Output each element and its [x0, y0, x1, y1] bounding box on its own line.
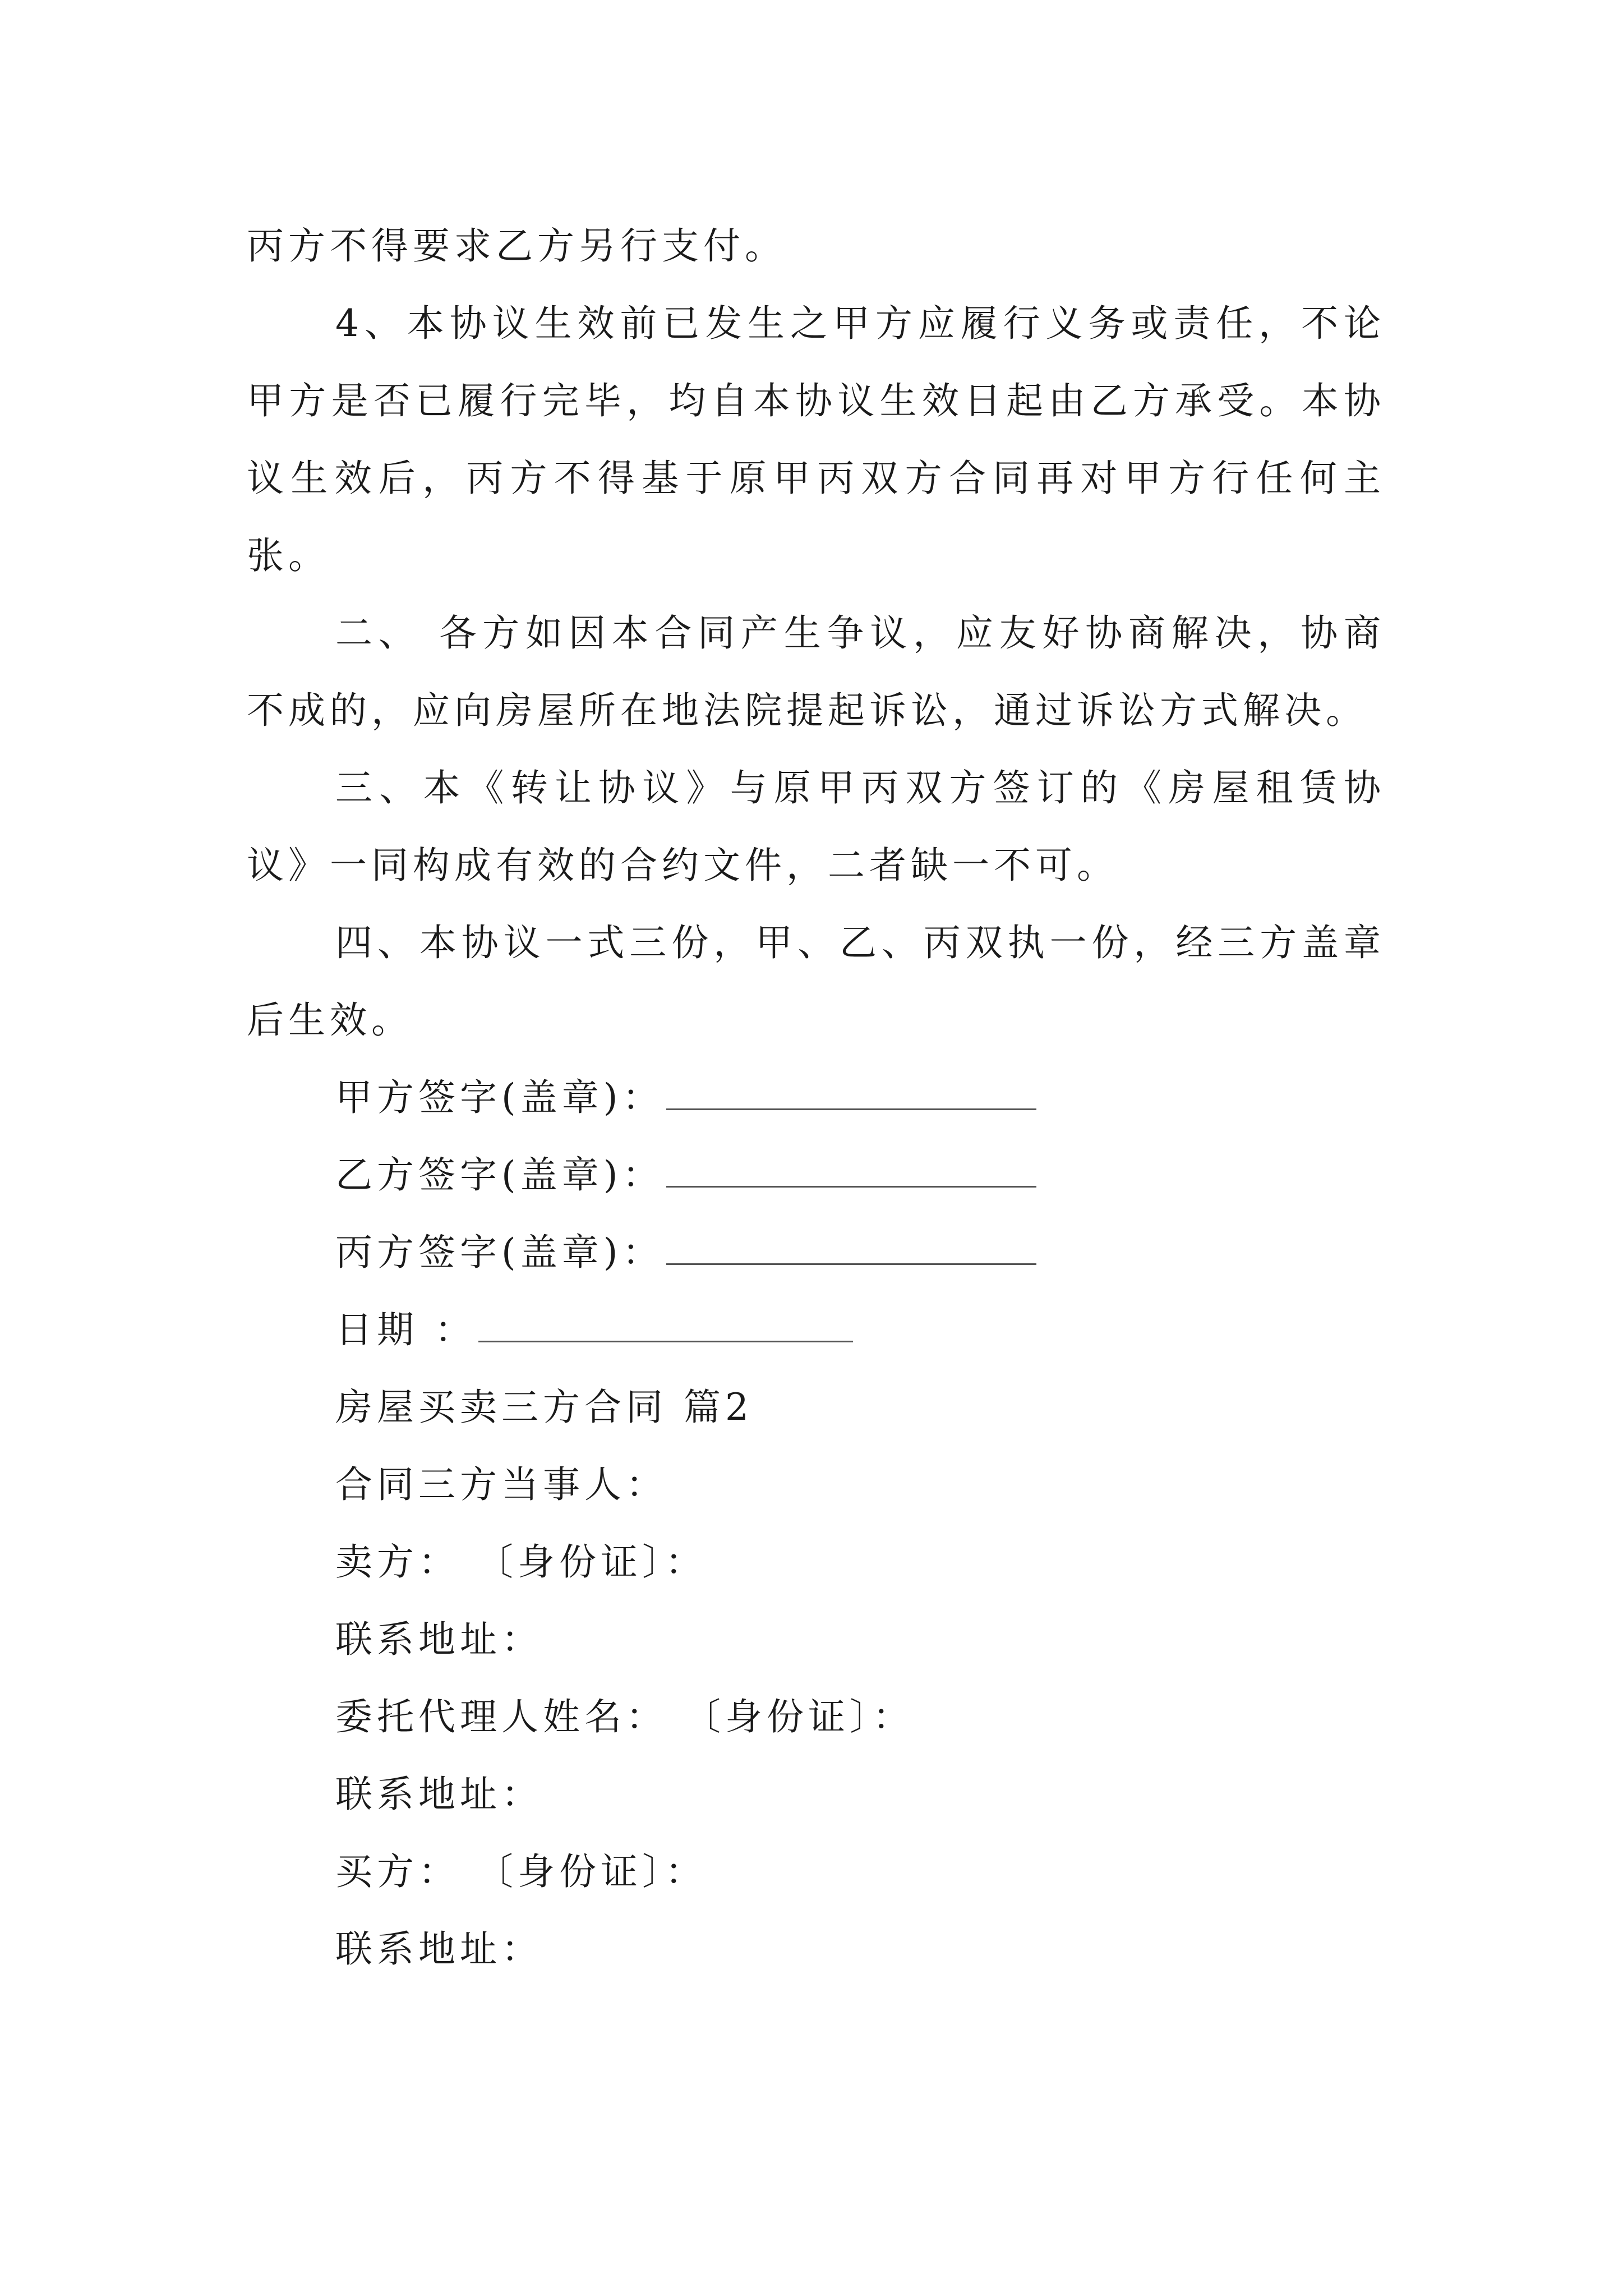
signature-blank-party-b	[666, 1143, 1036, 1188]
signature-blank-party-c	[666, 1221, 1036, 1265]
signature-line-party-a	[247, 1059, 1385, 1137]
paragraph-copies-effective: 四、本协议一式三份，甲、乙、丙双执一份，经三方盖章后生效。	[247, 921, 1385, 1042]
agent-address-line: 联系地址：	[335, 1773, 543, 1816]
date-blank	[478, 1298, 853, 1342]
signature-line-party-c	[247, 1214, 1385, 1291]
paragraph-payment-note: 丙方不得要求乙方另行支付。	[247, 224, 786, 268]
paragraph-clause-4: 4、本协议生效前已发生之甲方应履行义务或责任，不论甲方是否已履行完毕，均自本协议生效日起由乙方承受。本协议生效后，丙方不得基于原甲丙双方合同再对甲方行任何主张。	[247, 302, 1385, 577]
document-body	[247, 208, 1385, 1988]
agent-line: 委托代理人姓名： 〔身份证〕：	[335, 1695, 914, 1738]
buyer-line: 买方： 〔身份证〕：	[335, 1850, 707, 1893]
paragraph-contract-documents: 三、本《转让协议》与原甲丙双方签订的《房屋租赁协议》一同构成有效的合约文件，二者缺一不可。	[247, 766, 1385, 887]
signature-blank-party-a	[666, 1066, 1036, 1110]
paragraph-dispute-resolution: 二、 各方如因本合同产生争议，应友好协商解决，协商不成的，应向房屋所在地法院提起诉讼，通过诉讼方式解决。	[247, 611, 1385, 732]
date-label: 日期 ：	[335, 1308, 476, 1351]
parties-heading: 合同三方当事人：	[335, 1463, 667, 1506]
signature-line-party-b	[247, 1137, 1385, 1214]
seller-address-line: 联系地址：	[335, 1618, 543, 1661]
signature-label-party-b: 乙方签字(盖章)：	[335, 1153, 664, 1197]
date-line	[247, 1291, 1385, 1369]
seller-line: 卖方： 〔身份证〕：	[335, 1540, 707, 1584]
buyer-address-line: 联系地址：	[335, 1927, 543, 1971]
signature-label-party-c: 丙方签字(盖章)：	[335, 1231, 664, 1274]
section-2-title: 房屋买卖三方合同 篇2	[335, 1386, 753, 1429]
signature-label-party-a: 甲方签字(盖章)：	[335, 1076, 664, 1119]
